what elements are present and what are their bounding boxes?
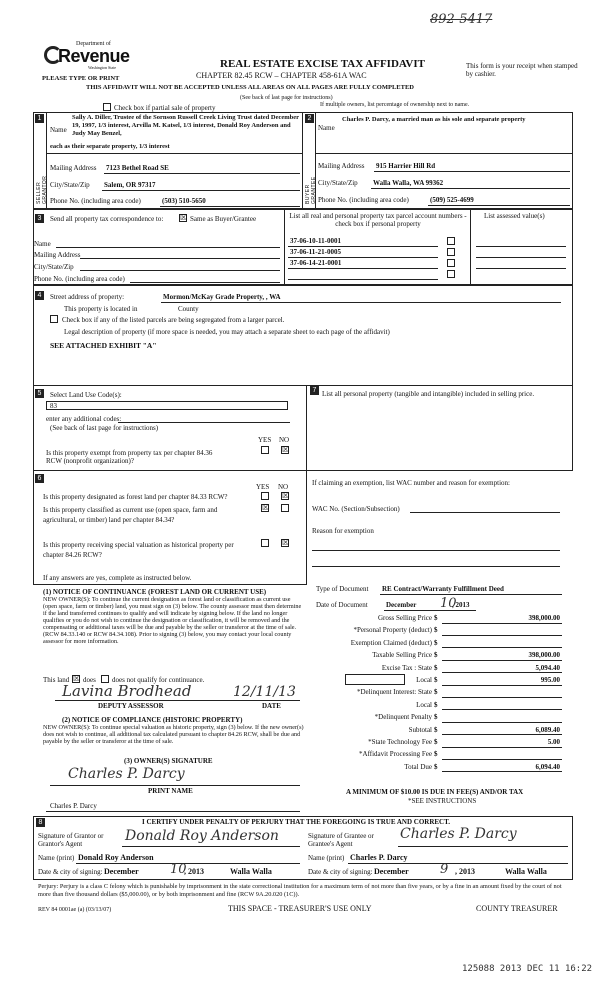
tax-row-label: Excise Tax : State <box>381 663 432 672</box>
see-instructions: *SEE INSTRUCTIONS <box>408 797 477 805</box>
tax-row-amount[interactable]: 995.00 <box>540 676 560 684</box>
county-treasurer: COUNTY TREASURER <box>476 904 558 913</box>
seller-address-label: Mailing Address <box>50 164 97 172</box>
grantor-day: 10 <box>170 862 187 877</box>
tax-row-amount[interactable]: 6,094.40 <box>535 762 560 771</box>
grantee-year: , 2013 <box>455 867 475 876</box>
section-7-badge: 7 <box>310 386 319 395</box>
grantee-printed-name: Charles P. Darcy <box>350 853 408 862</box>
exempt-yes-checkbox[interactable] <box>261 446 269 454</box>
buyer-city-label: City/State/Zip <box>318 179 358 187</box>
same-as-buyer-label: Same as Buyer/Grantee <box>190 215 257 223</box>
seller-grantor-label: SELLER GRANTOR <box>36 175 48 204</box>
continuance-title: (1) NOTICE OF CONTINUANCE (FOREST LAND OR CURRENT USE) <box>43 588 267 596</box>
located-label: This property is located in <box>64 305 138 313</box>
section-4-badge: 4 <box>35 291 44 300</box>
section-5-badge: 5 <box>35 389 44 398</box>
buyer-phone[interactable]: (509) 525-4699 <box>430 196 474 204</box>
sec6-no-header: NO <box>278 483 289 491</box>
segregated-checkbox[interactable] <box>50 315 58 323</box>
tax-row-label: Total Due <box>404 762 432 771</box>
tax-row-dollar: $ <box>434 762 438 771</box>
seller-phone-label: Phone No. (including area code) <box>50 197 141 205</box>
buyer-name-label: Name <box>318 124 335 132</box>
assessor-date: 12/11/13 <box>233 684 296 700</box>
buyer-phone-label: Phone No. (including area code) <box>318 196 409 204</box>
tax-row-dollar: $ <box>434 713 438 722</box>
tax-row-label: Subtotal <box>408 725 432 734</box>
tax-row-label: Exemption Claimed (deduct) <box>350 638 432 647</box>
receipt-note: This form is your receipt when stamped by cashier. <box>466 62 578 78</box>
tax-row-label: Gross Selling Price <box>377 614 432 622</box>
local-rate-box <box>345 674 405 685</box>
owner-signature-label: (3) OWNER(S) SIGNATURE <box>124 757 213 765</box>
sec6-yes-header: YES <box>256 483 270 491</box>
historic-notice-title: (2) NOTICE OF COMPLIANCE (HISTORIC PROPERTY) <box>62 716 243 724</box>
logo-swoosh-icon <box>44 46 62 64</box>
street-address-label: Street address of property: <box>50 293 125 301</box>
section-3-badge: 3 <box>35 214 44 223</box>
correspondence-city-label: City/State/Zip <box>34 263 74 271</box>
historic-no-checkbox[interactable]: ☒ <box>282 538 290 547</box>
partial-sale-checkbox[interactable] <box>103 103 111 111</box>
tax-row-dollar: $ <box>434 638 438 647</box>
exemption-label: If claiming an exemption, list WAC number and reason for exemption: <box>312 479 510 487</box>
partial-sale-label: Check box if partial sale of property <box>114 104 216 112</box>
forest-no-checkbox[interactable]: ☒ <box>282 491 290 500</box>
see-back-top: (See back of last page for instructions) <box>240 95 333 101</box>
exempt-no-checkbox[interactable]: ☒ <box>282 445 290 454</box>
this-land-label: This land <box>43 676 70 684</box>
logo-name: Revenue <box>58 46 130 66</box>
sec5-yes-header: YES <box>258 436 272 444</box>
grantee-print-label: Name (print) <box>308 854 345 862</box>
buyer-grantee-label: BUYER GRANTEE <box>305 176 317 204</box>
grantor-signature-label: Signature of Grantor or Grantor's Agent <box>38 832 104 848</box>
buyer-address-label: Mailing Address <box>318 162 365 170</box>
document-type[interactable]: RE Contract/Warranty Fulfillment Deed <box>382 585 504 593</box>
assessor-signature: Lavina Brodhead <box>62 682 192 700</box>
correspondence-name-label: Name <box>34 240 51 248</box>
grantor-city: Walla Walla <box>230 867 272 876</box>
not-qualify-label: does not qualify for continuance. <box>112 676 205 684</box>
perjury-statement: Perjury: Perjury is a class C felony which is punishable by imprisonment in the state correctional institution for a maximum term of not more than five years, or by a fine in an amount fixed by the court of not more than five thousand dollars ($5,000.00), or by both imprisonment and fine (RCW 9A.20.020 (1C)). <box>38 883 562 898</box>
grantor-signature: Donald Roy Anderson <box>125 828 279 844</box>
document-type-label: Type of Document <box>316 585 369 593</box>
personal-property-label: List all personal property (tangible and intangible) included in selling price. <box>322 390 535 398</box>
tax-row-dollar: $ <box>434 663 438 672</box>
grantor-print-label: Name (print) <box>38 854 75 862</box>
personal-property-checkbox[interactable] <box>447 237 455 245</box>
seller-address[interactable]: 7123 Bethel Road SE <box>106 164 169 172</box>
seller-name-label: Name <box>50 126 67 134</box>
tax-row-label: *State Technology Fee <box>368 738 432 746</box>
correspondence-address-label: Mailing Address <box>34 251 81 259</box>
tax-row-amount[interactable]: 398,000.00 <box>528 651 560 660</box>
tax-row-label: Taxable Selling Price <box>372 651 432 660</box>
parcel-number[interactable]: 37-06-10-11-0001 <box>290 237 341 245</box>
tax-row-amount[interactable]: 5,094.40 <box>535 663 560 672</box>
seller-name: Sally A. Diller, Trustee of the Sornson Russell Creek Living Trust dated December 19, 1997, 1/3 interest, Arvilla M. Katsel, 1/3 interest, Donald Roy Anderson and Judy May Benzel, <box>72 114 299 137</box>
tax-row-dollar: $ <box>434 676 438 684</box>
document-day[interactable]: 10 <box>440 596 457 611</box>
grantor-date-city-label: Date & city of signing: <box>38 868 103 876</box>
tax-row-amount[interactable]: 398,000.00 <box>528 614 560 622</box>
section-8-badge: 8 <box>36 818 45 827</box>
receipt-stamp: 125088 2013 DEC 11 16:22 <box>462 964 593 974</box>
assessed-header: List assessed value(s) <box>484 212 545 220</box>
grantee-month: December <box>374 867 409 876</box>
grantee-city: Walla Walla <box>505 867 547 876</box>
tax-row-label: *Delinquent Penalty <box>374 713 432 722</box>
seller-city[interactable]: Salem, OR 97317 <box>104 181 156 189</box>
parcel-number[interactable]: 37-06-14-21-0001 <box>290 259 342 267</box>
logo-dept: Department of <box>76 41 111 47</box>
tax-row-label: *Delinquent Interest: State <box>356 688 432 697</box>
tax-row-dollar: $ <box>434 700 438 709</box>
section-1-badge: 1 <box>35 114 44 123</box>
grantor-year: , 2013 <box>184 867 204 876</box>
tax-row-amount[interactable]: 5.00 <box>547 738 560 746</box>
form-title: REAL ESTATE EXCISE TAX AFFIDAVIT <box>220 58 425 70</box>
revenue-logo <box>40 38 140 72</box>
reason-label: Reason for exemption <box>312 527 374 535</box>
tax-row-dollar: $ <box>434 738 438 746</box>
deputy-assessor-label: DEPUTY ASSESSOR <box>98 702 164 710</box>
legal-description-label: Legal description of property (if more space is needed, you may attach a separate sheet to each page of the affidavit) <box>64 328 390 336</box>
parcel-number[interactable]: 37-06-11-21-0005 <box>290 248 341 256</box>
same-as-buyer-checkbox[interactable]: ☒ <box>180 213 188 222</box>
form-revision: REV 84 0001ae (a) (03/13/07) <box>38 907 112 913</box>
land-use-label: Select Land Use Code(s): <box>50 391 122 399</box>
forest-land-question: Is this property designated as forest land per chapter 84.33 RCW? <box>43 493 228 501</box>
document-month[interactable]: December <box>386 601 417 609</box>
printed-owner-name: Charles P. Darcy <box>50 802 97 810</box>
tax-row-dollar: $ <box>434 725 438 734</box>
county-label: County <box>178 305 199 313</box>
land-use-see-back: (See back of last page for instructions) <box>50 424 159 432</box>
tax-row-dollar: $ <box>434 651 438 660</box>
street-address[interactable]: Mormon/McKay Grade Property, , WA <box>163 293 281 301</box>
segregated-label: Check box if any of the listed parcels are being segregated from a larger parcel. <box>62 316 285 324</box>
logo-state: Washington State <box>88 65 117 70</box>
current-use-question: Is this property classified as current use (open space, farm and agricultural, or timber) land per chapter 84.34? <box>43 506 218 524</box>
seller-phone[interactable]: (503) 510-5650 <box>162 197 206 205</box>
multiple-owners-note: If multiple owners, list percentage of ownership next to name. <box>320 102 470 108</box>
buyer-city[interactable]: Walla Walla, WA 99362 <box>373 179 444 187</box>
if-yes-note: If any answers are yes, complete as instructed below. <box>43 574 192 582</box>
print-name-label: PRINT NAME <box>148 787 193 795</box>
tax-row-label: Local <box>416 676 432 684</box>
section-2-badge: 2 <box>305 114 314 123</box>
grantee-day: 9 <box>440 862 449 877</box>
tax-row-label: *Affidavit Processing Fee <box>359 750 432 759</box>
assessor-date-label: DATE <box>262 702 281 710</box>
grantee-date-city-label: Date & city of signing: <box>308 868 373 876</box>
parcel-header: List all real and personal property tax parcel account numbers - check box if personal property <box>289 212 467 228</box>
document-year: , 2013 <box>452 601 470 609</box>
grantor-printed-name: Donald Roy Anderson <box>78 853 154 862</box>
personal-property-checkbox[interactable] <box>447 259 455 267</box>
treasurer-space: THIS SPACE - TREASURER'S USE ONLY <box>228 904 372 913</box>
seller-city-label: City/State/Zip <box>50 181 90 189</box>
tax-row-amount[interactable]: 6,089.40 <box>535 725 560 734</box>
current-use-no-checkbox[interactable] <box>281 504 289 512</box>
forest-yes-checkbox[interactable] <box>261 492 269 500</box>
grantee-signature: Charles P. Darcy <box>400 826 517 842</box>
sec5-no-header: NO <box>279 436 290 444</box>
chapter-line: CHAPTER 82.45 RCW – CHAPTER 458-61A WAC <box>196 71 367 80</box>
personal-property-checkbox[interactable] <box>447 248 455 256</box>
tax-row-dollar: $ <box>434 626 438 635</box>
historic-yes-checkbox[interactable] <box>261 539 269 547</box>
section-6-badge: 6 <box>35 474 44 483</box>
land-use-code-field[interactable] <box>46 401 288 410</box>
does-qualify-checkbox[interactable]: ☒ <box>73 674 81 683</box>
document-date-label: Date of Document <box>316 601 368 609</box>
exhibit-note: SEE ATTACHED EXHIBIT "A" <box>50 341 157 350</box>
please-type: PLEASE TYPE OR PRINT <box>42 75 120 82</box>
tax-row-dollar: $ <box>434 750 438 759</box>
tax-row-dollar: $ <box>434 688 438 697</box>
warning-line: THIS AFFIDAVIT WILL NOT BE ACCEPTED UNLESS ALL AREAS ON ALL PAGES ARE FULLY COMPLETED <box>86 84 414 91</box>
owner-signature: Charles P. Darcy <box>68 766 185 782</box>
correspondence-phone-label: Phone No. (including area code) <box>34 275 125 283</box>
certify-statement: I CERTIFY UNDER PENALTY OF PERJURY THAT THE FOREGOING IS TRUE AND CORRECT. <box>142 818 451 826</box>
buyer-address[interactable]: 915 Harrier Hill Rd <box>376 162 436 170</box>
does-label: does <box>83 676 96 684</box>
buyer-name: Charles P. Darcy, a married man as his sole and separate property <box>342 116 526 123</box>
land-use-code: 83 <box>50 402 57 410</box>
current-use-yes-checkbox[interactable]: ☒ <box>262 503 270 512</box>
seller-name-2: each as their separate property, 1/3 interest <box>50 143 170 150</box>
historic-question: Is this property receiving special valuation as historical property per chapter 84.26 RCW? <box>43 541 234 559</box>
handwritten-stamp-number: 892-5417 <box>430 12 493 27</box>
send-correspondence-label: Send all property tax correspondence to: <box>50 215 164 223</box>
tax-row-label: *Personal Property (deduct) <box>353 626 432 635</box>
exempt-question: Is this property exempt from property tax per chapter 84.36 RCW (nonprofit organization)? <box>46 449 213 465</box>
grantee-signature-label: Signature of Grantee or Grantee's Agent <box>308 832 374 848</box>
historic-notice-body: NEW OWNER(S): To continue special valuation as historic property, sign (3) below. If the new owner(s) does not wish to continue, all additional tax calculated pursuant to chapter 84.26 RCW, shall be due and payable by the seller or transferor at the time of sale. <box>43 724 304 745</box>
minimum-note: A MINIMUM OF $10.00 IS DUE IN FEE(S) AND/OR TAX <box>346 788 524 796</box>
wac-label: WAC No. (Section/Subsection) <box>312 505 400 513</box>
tax-row-label: Local <box>416 700 432 709</box>
continuance-body: NEW OWNER(S): To continue the current designation as forest land or classification as current use (open space, farm or timber) land, you must sign on (3) below. The county assessor must then determine if the land transferred continues to qualify and will indicate by signing below. If the land no longer qualifies or you do not wish to continue the designation or classification, it will be removed and the compensating or additional taxes will be due and payable by the seller or transferor at the time of sale. (RCW 84.33.140 or RCW 84.34.108). Prior to signing (3) below, you may contact your local county assessor for more information. <box>43 596 302 645</box>
additional-codes-label: enter any additional codes: <box>46 415 122 423</box>
tax-row-dollar: $ <box>434 614 438 622</box>
grantor-month: December <box>104 867 139 876</box>
personal-property-checkbox[interactable] <box>447 270 455 278</box>
